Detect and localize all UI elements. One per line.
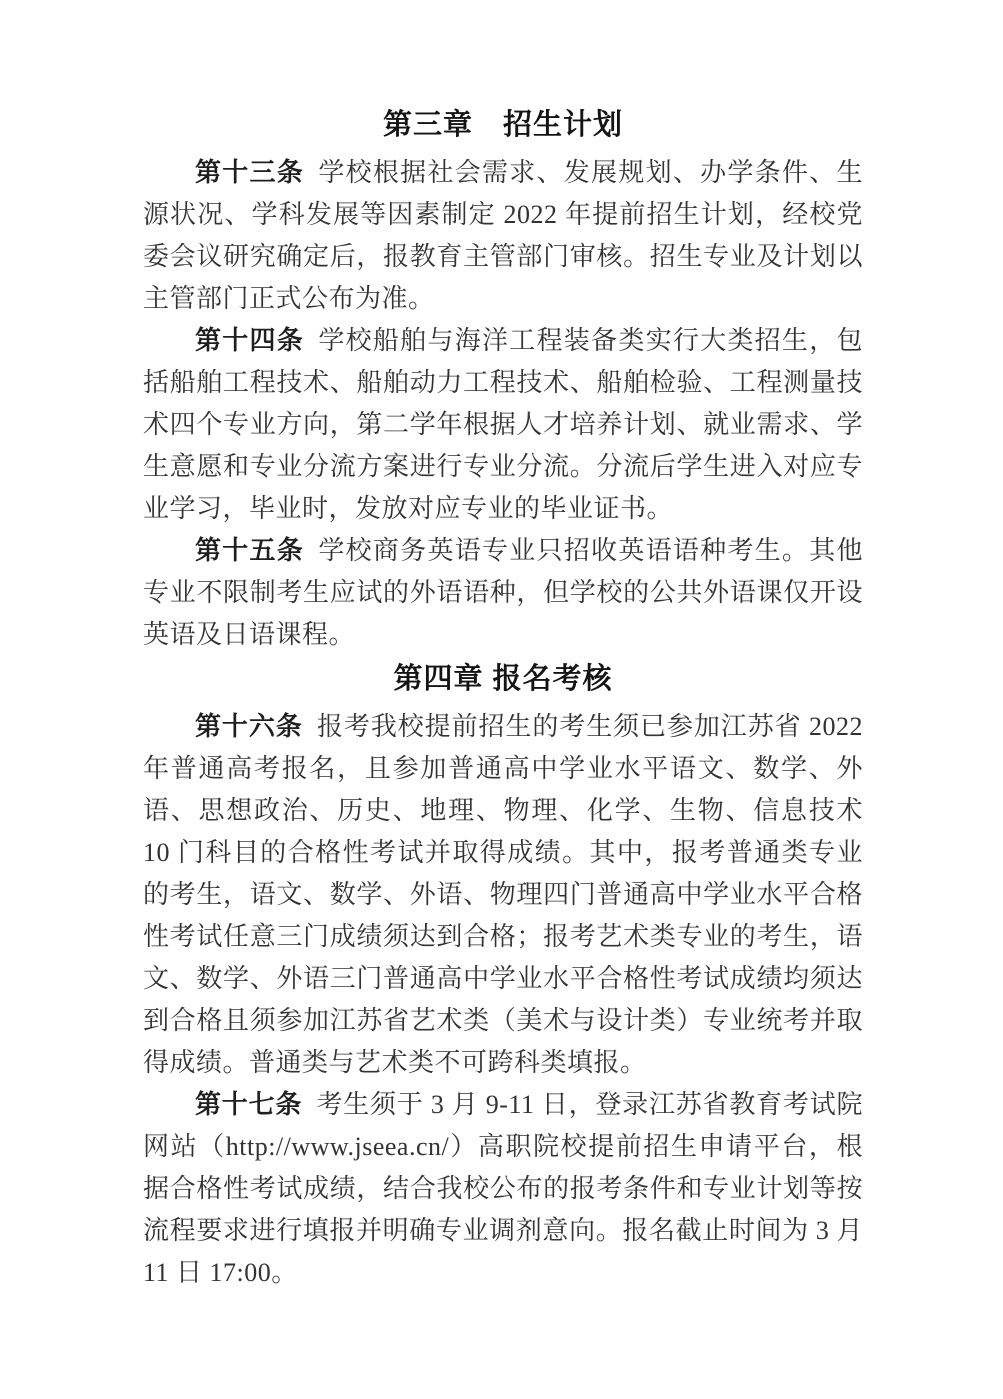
article-17-text: 考生须于 3 月 9-11 日，登录江苏省教育考试院网站（http://www.jseea.cn/）高职院校提前招生申请平台，根据合格性考试成绩，结合我校公布的报考条件和专业计划等按流程要求进行填报并明确专业调剂意向。报名截止时间为 3 月 11 日 17:00。 bbox=[143, 1090, 863, 1287]
article-16-text: 报考我校提前招生的考生须已参加江苏省 2022 年普通高考报名，且参加普通高中学业水平语文、数学、外语、思想政治、历史、地理、物理、化学、生物、信息技术 10 门科目的合格性考试并取得成绩。其中，报考普通类专业的考生，语文、数学、外语、物理四门普通高中学业水平合格性考试任意三门成绩须达到合格；报考艺术类专业的考生，语文、数学、外语三门普通高中学业水平合格性考试成绩均须达到合格且须参加江苏省艺术类（美术与设计类）专业统考并取得成绩。普通类与艺术类不可跨科类填报。 bbox=[143, 712, 863, 1077]
article-15-text: 学校商务英语专业只招收英语语种考生。其他专业不限制考生应试的外语语种，但学校的公共外语课仅开设英语及日语课程。 bbox=[143, 536, 863, 649]
article-17-paragraph bbox=[143, 1084, 863, 1294]
article-14-paragraph bbox=[143, 320, 863, 530]
article-16-label: 第十六条 bbox=[195, 712, 303, 741]
article-13-text: 学校根据社会需求、发展规划、办学条件、生源状况、学科发展等因素制定 2022 年提前招生计划，经校党委会议研究确定后，报教育主管部门审核。招生专业及计划以主管部门正式公布为准。 bbox=[143, 158, 863, 313]
article-16-paragraph bbox=[143, 706, 863, 1084]
article-14-label: 第十四条 bbox=[195, 326, 305, 355]
article-14-text: 学校船舶与海洋工程装备类实行大类招生，包括船舶工程技术、船舶动力工程技术、船舶检验、工程测量技术四个专业方向，第二学年根据人才培养计划、就业需求、学生意愿和专业分流方案进行专业分流。分流后学生进入对应专业学习，毕业时，发放对应专业的毕业证书。 bbox=[143, 326, 863, 523]
chapter-3-heading: 第三章 招生计划 bbox=[382, 109, 623, 141]
article-15-label: 第十五条 bbox=[195, 536, 305, 565]
article-15-paragraph bbox=[143, 530, 863, 656]
article-17-label: 第十七条 bbox=[195, 1090, 303, 1119]
article-13-label: 第十三条 bbox=[195, 158, 305, 187]
chapter-4-heading: 第四章 报名考核 bbox=[393, 663, 613, 695]
article-13-paragraph bbox=[143, 152, 863, 320]
